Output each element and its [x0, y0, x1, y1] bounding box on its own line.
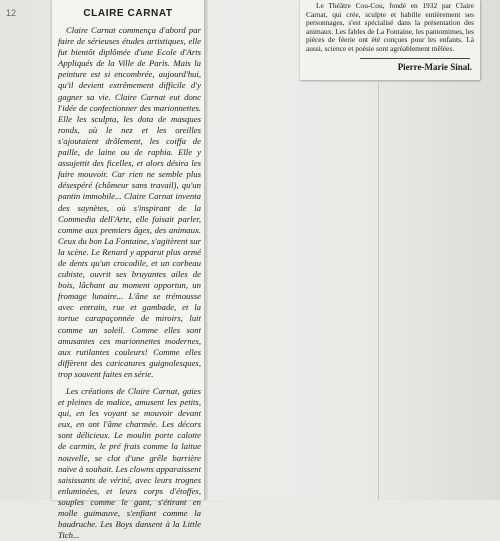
note-divider: [360, 58, 470, 59]
article-title: CLAIRE CARNAT: [83, 8, 173, 19]
author-signature: Pierre-Marie Sinal.: [397, 61, 472, 72]
page-number: 12: [6, 8, 17, 18]
page-fold-shadow: [204, 0, 208, 500]
newspaper-clipping-note: [300, 0, 480, 80]
newspaper-clipping-article: [52, 0, 204, 541]
article-paragraph: Les créations de Claire Carnat, gaies et pleines de malice, amusent les petits, qui, en les voyant se mouvoir devant eux, en ont l'âme charmée. Les décors sont délicieux. Le moulin porte calotte de carmin, le pré frais comme la laitue nouvelle, se clot d'une grêle barrière naïve à souhait. Les clowns apparaissent saisissants de vérité, avec leurs trognes enluminées, et leurs corps d'étoffes, souples comme le gant, s'étirant en molle guimauve, s'enfiant comme la baudruche. Les Boys dansent à la Little Tich...: [58, 386, 201, 541]
article-paragraph: Claire Carnat commença d'abord par faire de sérieuses études artistiques, elle fut bientôt diplômée d'une Ecole d'Arts Appliqués de la Ville de Paris. Mais la peinture est si encombrée, aujourd'hui, qu'il devient extrêmement difficile d'y gagner sa vie. Claire Carnat eut donc l'idée de confectionner des marionnettes. Elle les sculpta, les dota de masques ronds, où le nez et les oreilles s'ajoutaient drôlement, les coiffa de paille, de laine ou de raphia. Elle y assujettit des ficelles, et alors désira les faire mouvoir. Car rien ne semble plus désespéré (chômeur sans travail), qu'un pantin immobile... Claire Carnat inventa des saynètes, où s'inspirant de la Commedia dell'Arte, elle faisait parler, comme aux premiers âges, des animaux. Ceux du bon La Fontaine, s'agitèrent sur la scène. Le Renard y apparut plus armé de dents qu'un crocodile, et un corbeau cubiste, ouvrit ses bruyantes ailes de bois, lâchant au moment opportun, un fromage lunaire... L'âne se trémousse avec entrain, rue et gambade, et la tortue carapaçonnée de miroirs, luit comme un soleil. Comme elles sont amusantes ces marionnettes modernes, aux rutilantes couleurs! Comme elles diffèrent des caricatures guignolesques, trop souvent faites en série.: [58, 25, 201, 379]
page-margin-line: [378, 80, 379, 500]
article-body: [52, 25, 204, 541]
note-paragraph: Le Théâtre Cou-Cou, fondé en 1932 par Claire Carnat, qui crée, sculpte et habille entièrement ses personnages, s'est spécialisé dans la présentation des animaux. Les fables de La Fontaine, les pantomimes, les pièces de féerie ont été conçues pour les enfants. Là aussi, science et poésie sont agréablement mêlées.: [306, 1, 474, 53]
